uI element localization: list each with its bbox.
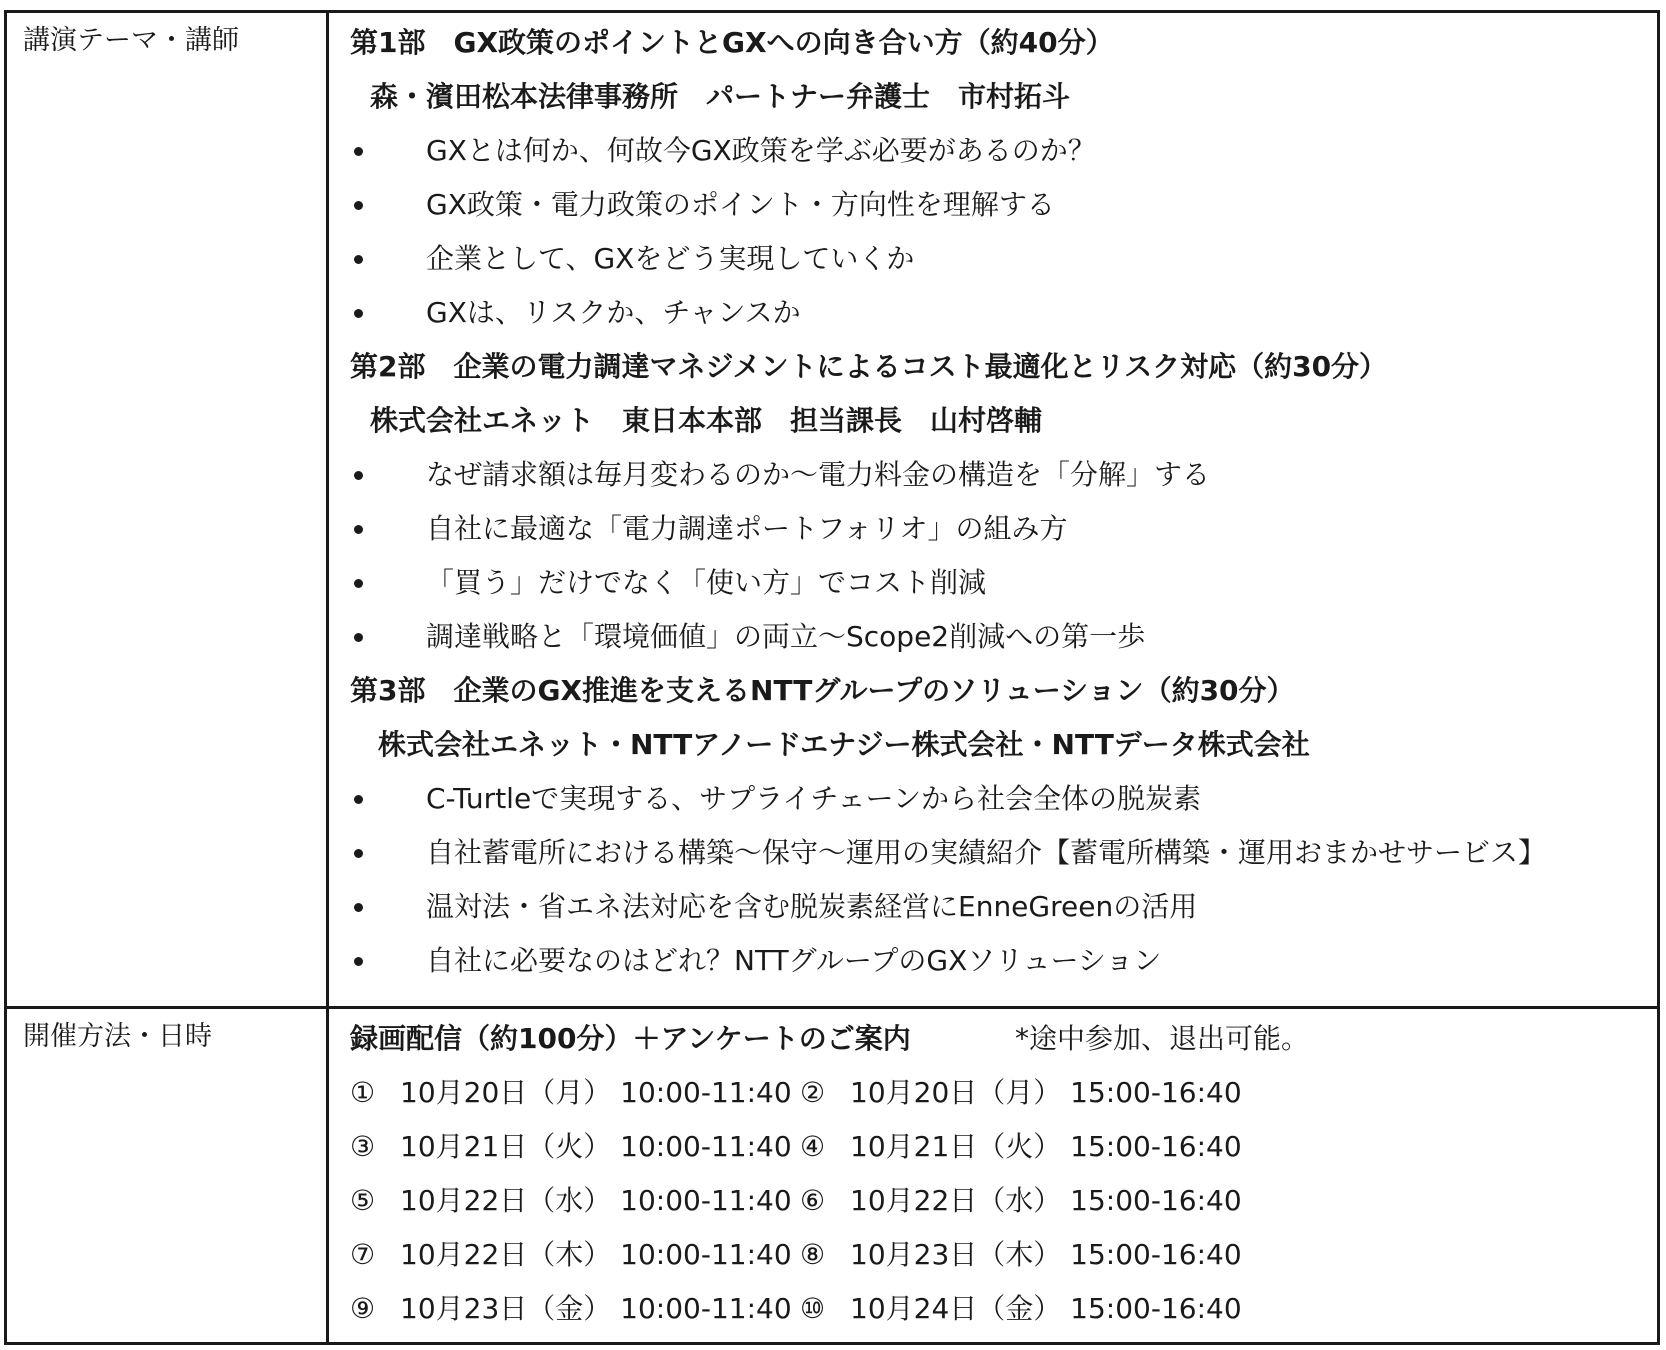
bullet-dot-icon	[354, 957, 363, 966]
part-2-speaker: 株式会社エネット 東日本本部 担当課長 山村啓輔	[370, 404, 1043, 437]
bullet-dot-icon	[354, 525, 363, 534]
session-item: ② 10月20日（月） 15:00-16:40	[800, 1076, 1242, 1109]
list-item: GX政策・電力政策のポイント・方向性を理解する	[350, 178, 420, 232]
schedule-title: 録画配信（約100分）＋アンケートのご案内 *途中参加、退出可能。	[350, 1012, 1630, 1066]
themes-row	[7, 13, 1657, 1009]
bullet-dot-icon	[354, 309, 363, 318]
themes-body	[332, 13, 1657, 1006]
bullet-dot-icon	[354, 255, 363, 264]
list-item: 自社蓄電所における構築～保守～運用の実績紹介【蓄電所構築・運用おまかせサービス】	[350, 826, 420, 880]
part-1-title: 第1部 GX政策のポイントとGXへの向き合い方（約40分）	[350, 26, 1114, 59]
themes-heading: 講演テーマ・講師	[7, 13, 329, 1006]
list-item: なぜ請求額は毎月変わるのか～電力料金の構造を「分解」する	[350, 448, 420, 502]
list-item: 自社に最適な「電力調達ポートフォリオ」の組み方	[350, 502, 420, 556]
bullet-dot-icon	[354, 849, 363, 858]
session-item: ⑤ 10月22日（水） 10:00-11:40	[350, 1184, 792, 1217]
list-item: C-Turtleで実現する、サプライチェーンから社会全体の脱炭素	[350, 772, 420, 826]
schedule-heading: 開催方法・日時	[7, 1009, 329, 1342]
schedule-note: *途中参加、退出可能。	[1015, 1022, 1310, 1055]
bullet-dot-icon	[354, 201, 363, 210]
list-item: 企業として、GXをどう実現していくか	[350, 232, 420, 286]
session-item: ⑦ 10月22日（木） 10:00-11:40	[350, 1238, 792, 1271]
schedule-row	[7, 1009, 1657, 1342]
bullet-dot-icon	[354, 633, 363, 642]
session-item: ③ 10月21日（火） 10:00-11:40	[350, 1130, 792, 1163]
session-item: ④ 10月21日（火） 15:00-16:40	[800, 1130, 1242, 1163]
list-item: 「買う」だけでなく「使い方」でコスト削減	[350, 556, 420, 610]
session-item: ⑨ 10月23日（金） 10:00-11:40	[350, 1292, 792, 1325]
session-item: ① 10月20日（月） 10:00-11:40	[350, 1076, 792, 1109]
list-item: GXとは何か、何故今GX政策を学ぶ必要があるのか？	[350, 124, 420, 178]
bullet-dot-icon	[354, 471, 363, 480]
bullet-dot-icon	[354, 903, 363, 912]
part-1-speaker: 森・濱田松本法律事務所 パートナー弁護士 市村拓斗	[370, 80, 1071, 113]
session-item: ⑩ 10月24日（金） 15:00-16:40	[800, 1292, 1242, 1325]
session-item: ⑥ 10月22日（水） 15:00-16:40	[800, 1184, 1242, 1217]
list-item: 自社に必要なのはどれ？NTTグループのGXソリューション	[350, 934, 420, 988]
part-3-title: 第3部 企業のGX推進を支えるNTTグループのソリューション（約30分）	[350, 674, 1295, 707]
list-item: GXは、リスクか、チャンスか	[350, 286, 420, 340]
schedule-body	[332, 1009, 1657, 1342]
bullet-dot-icon	[354, 795, 363, 804]
part-3-speaker: 株式会社エネット・NTTアノードエナジー株式会社・NTTデータ株式会社	[378, 728, 1310, 761]
bullet-dot-icon	[354, 579, 363, 588]
list-item: 温対法・省エネ法対応を含む脱炭素経営にEnneGreenの活用	[350, 880, 420, 934]
list-item: 調達戦略と「環境価値」の両立～Scope2削減への第一歩	[350, 610, 420, 664]
part-2-title: 第2部 企業の電力調達マネジメントによるコスト最適化とリスク対応（約30分）	[350, 350, 1388, 383]
session-item: ⑧ 10月23日（木） 15:00-16:40	[800, 1238, 1242, 1271]
seminar-table	[4, 10, 1660, 1345]
bullet-dot-icon	[354, 147, 363, 156]
